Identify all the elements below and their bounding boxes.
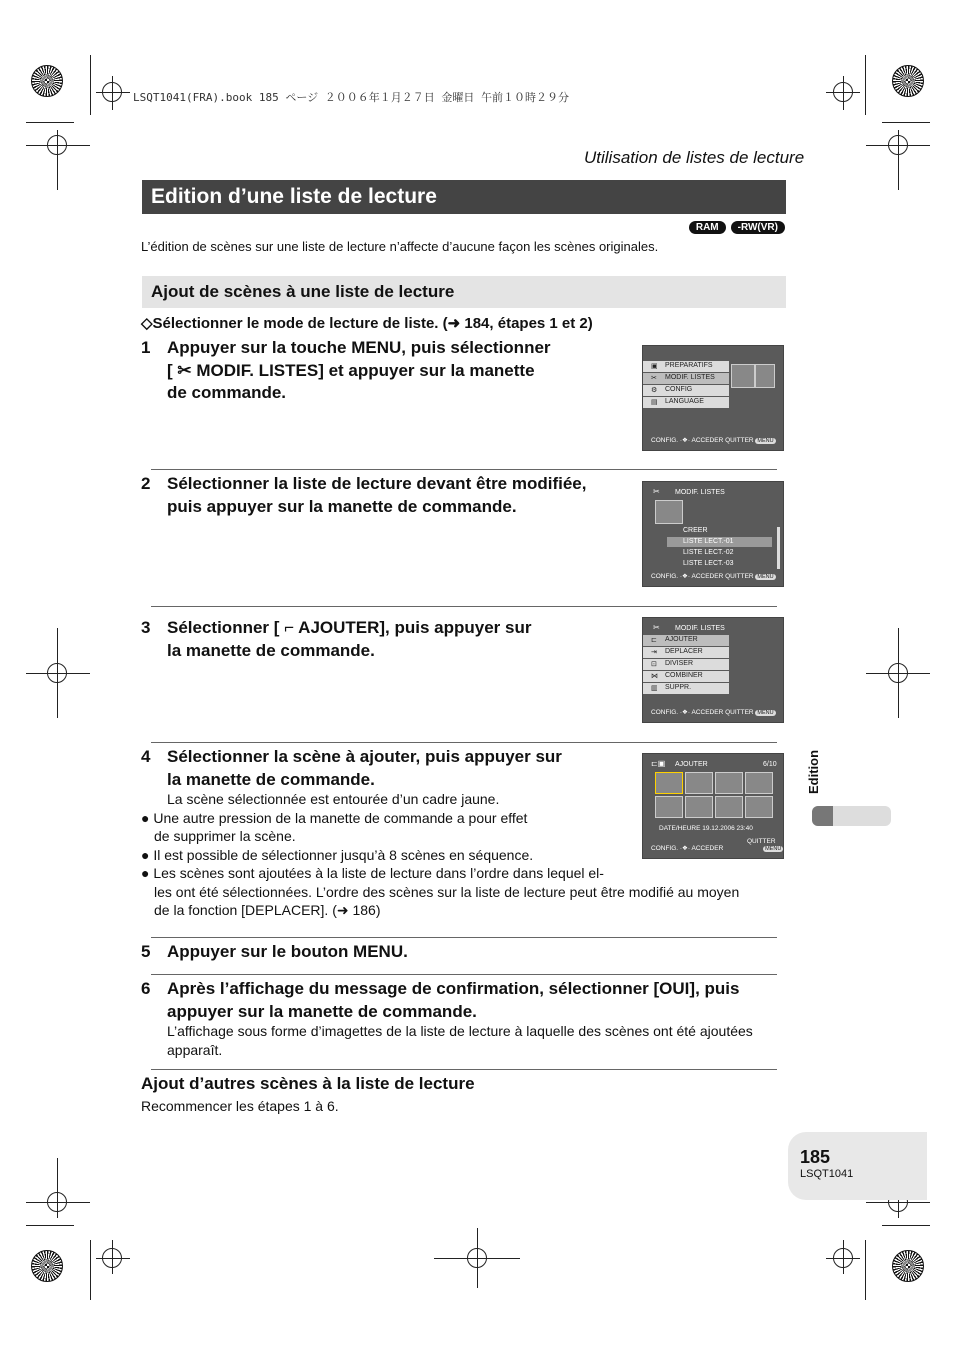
subheading-bar [142, 276, 786, 308]
registration-circle [102, 82, 122, 102]
crop-line [90, 55, 91, 115]
divider [151, 469, 777, 470]
list-item: CREER [683, 527, 708, 534]
play-icon: ▣ [651, 363, 658, 370]
add-icon: ⊏ [651, 637, 657, 644]
divider [151, 937, 777, 938]
screen-title: MODIF. LISTES [675, 625, 725, 632]
bullet-line: de supprimer la scène. [154, 828, 296, 844]
step-line: Après l’affichage du message de confirmation, sélectionner [OUI], puis [167, 979, 740, 998]
step-2 [141, 473, 631, 523]
note-line: L’affichage sous forme d’imagettes de la liste de lecture à laquelle des scènes ont été ajoutées [167, 1023, 753, 1039]
scene-thumbnail [655, 772, 683, 794]
list-item: LISTE LECT.-02 [683, 549, 734, 556]
registration-circle [833, 1248, 853, 1268]
prestep: ◇Sélectionner le mode de lecture de liste. (➜ 184, étapes 1 et 2) [141, 315, 593, 332]
scene-thumbnail [745, 796, 773, 818]
scene-counter: 6/10 [763, 761, 777, 768]
menu-row: ▤ LANGUAGE [643, 397, 729, 408]
screen-footer: CONFIG. ·❖· ACCEDER QUITTER MENU [651, 437, 774, 444]
step-line: appuyer sur la manette de commande. [167, 1001, 477, 1021]
crop-line [26, 1225, 74, 1226]
page-title: Edition d’une liste de lecture [151, 185, 437, 208]
combine-icon: ⋈ [651, 673, 658, 680]
bullet-line: ● Une autre pression de la manette de commande a pour effet [141, 809, 528, 826]
add-icon: ⊏▣ [651, 759, 666, 768]
screen-footer: CONFIG. ·❖· ACCEDER QUITTER MENU [651, 573, 774, 580]
step-line: la manette de commande. [167, 769, 375, 789]
crop-line [865, 1240, 866, 1300]
note-line: apparaît. [167, 1041, 223, 1058]
subheading: Ajout de scènes à une liste de lecture [151, 282, 455, 301]
divider [151, 742, 777, 743]
registration-circle [888, 135, 908, 155]
crop-line [882, 1225, 930, 1226]
scissors-icon: ✂ [653, 487, 660, 496]
bullet-line: de la fonction [DEPLACER]. (➜ 186) [154, 902, 381, 918]
step-4 [141, 746, 621, 796]
media-badges [689, 221, 785, 234]
trash-icon: ▥ [651, 685, 658, 692]
screen-title: AJOUTER [675, 761, 708, 768]
step-number: 6 [141, 979, 151, 998]
step-6-notes [167, 1022, 787, 1062]
badge-rw-vr: -RW(VR) [731, 221, 785, 234]
crop-line [26, 122, 74, 123]
scene-thumbnail [755, 364, 775, 388]
step-line: [ ✂ MODIF. LISTES] et appuyer sur la manette [167, 360, 535, 380]
bullet-line: ● Il est possible de sélectionner jusqu’à 8 scènes en séquence. [141, 846, 534, 863]
step-line: Appuyer sur le bouton MENU. [167, 942, 408, 961]
menu-row: ⋈ COMBINER [643, 671, 729, 682]
list-item: LISTE LECT.-03 [683, 560, 734, 567]
running-head: Utilisation de listes de lecture [584, 148, 805, 167]
badge-ram: RAM [689, 221, 726, 234]
bullet-line: les ont été sélectionnées. L’ordre des scènes sur la liste de lecture peut être modifié au moyen [154, 883, 740, 900]
step-number: 3 [141, 618, 151, 637]
crop-line [865, 55, 866, 115]
step-6 [141, 978, 801, 1028]
screen-footer: CONFIG. ·❖· ACCEDER QUITTER MENU [651, 709, 774, 716]
step-line: Sélectionner la liste de lecture devant être modifiée, [167, 474, 587, 493]
step-line: Sélectionner [ ⌐ AJOUTER], puis appuyer sur [167, 618, 532, 637]
registration-circle [102, 1248, 122, 1268]
registration-wheel-top-right [892, 65, 924, 97]
note-line: La scène sélectionnée est entourée d’un cadre jaune. [167, 791, 500, 807]
registration-circle [47, 135, 67, 155]
scene-thumbnail [715, 796, 743, 818]
screen-edit-menu [642, 617, 784, 723]
divider [151, 1069, 777, 1070]
step-line: Appuyer sur la touche MENU, puis sélectionner [167, 338, 551, 357]
scene-thumbnail [715, 772, 743, 794]
registration-circle [467, 1248, 487, 1268]
menu-row: ⊏ AJOUTER [643, 635, 729, 646]
registration-circle [47, 663, 67, 683]
registration-wheel-bottom-right [892, 1250, 924, 1282]
scene-thumbnail [685, 772, 713, 794]
step-number: 5 [141, 942, 151, 961]
step-line: de commande. [167, 383, 287, 402]
scissors-icon: ✂ [653, 623, 660, 632]
step-1 [141, 337, 621, 407]
other-text: Recommencer les étapes 1 à 6. [141, 1098, 339, 1114]
screen-title: MODIF. LISTES [675, 489, 725, 496]
registration-wheel-bottom-left [31, 1250, 63, 1282]
section-title-bar [142, 180, 786, 214]
step-number: 4 [141, 747, 151, 766]
side-tab-marker [812, 806, 833, 826]
language-icon: ▤ [651, 399, 658, 406]
scene-thumbnail [655, 796, 683, 818]
page-code: LSQT1041 [800, 1168, 854, 1180]
step-line: puis appuyer sur la manette de commande. [167, 496, 517, 516]
menu-row: ▣ PREPARATIFS [643, 361, 729, 372]
divider [151, 974, 777, 975]
scene-thumbnail [731, 364, 755, 388]
list-item: LISTE LECT.-01 [683, 538, 734, 545]
registration-circle [888, 663, 908, 683]
menu-row: ⇥ DEPLACER [643, 647, 729, 658]
scissors-icon: ✂ [651, 375, 657, 382]
file-header: LSQT1041(FRA).book 185 ページ ２００６年１月２７日 金曜日 午前１０時２９分 [133, 91, 569, 104]
scene-thumbnail [655, 500, 683, 524]
registration-circle [833, 82, 853, 102]
page-number: 185 [800, 1147, 831, 1167]
side-tab-label: Edition [806, 749, 821, 794]
crop-line [882, 122, 930, 123]
step-number: 2 [141, 474, 151, 493]
divide-icon: ⊡ [651, 661, 657, 668]
screen-playlist-select [642, 481, 784, 587]
menu-row: ⚙ CONFIG [643, 385, 729, 396]
registration-circle [47, 1192, 67, 1212]
scene-thumbnail [745, 772, 773, 794]
intro-text: L’édition de scènes sur une liste de lecture n’affecte d’aucune façon les scènes originales. [141, 239, 659, 254]
divider [151, 606, 777, 607]
registration-wheel-top-left [31, 65, 63, 97]
menu-row: ⊡ DIVISER [643, 659, 729, 670]
step-line: la manette de commande. [167, 640, 375, 660]
settings-icon: ⚙ [651, 387, 658, 394]
screen-add-scenes [642, 753, 784, 859]
menu-row: ▥ SUPPR. [643, 683, 729, 694]
screen-menu-main [642, 345, 784, 451]
step-3 [141, 617, 611, 667]
scrollbar [777, 527, 780, 569]
date-time: DATE/HEURE 19.12.2006 23:40 [659, 825, 753, 832]
scene-thumbnail [685, 796, 713, 818]
menu-row: ✂ MODIF. LISTES [643, 373, 729, 384]
step-line: Sélectionner la scène à ajouter, puis appuyer sur [167, 747, 562, 766]
move-icon: ⇥ [651, 649, 657, 656]
step-5 [141, 941, 621, 965]
bullet-line: ● Les scènes sont ajoutées à la liste de lecture dans l’ordre dans lequel el- [141, 865, 604, 881]
quit-label: QUITTER [747, 838, 776, 845]
crop-line [90, 1240, 91, 1300]
step-number: 1 [141, 338, 151, 357]
screen-footer: CONFIG. ·❖· ACCEDER MENU [651, 845, 782, 852]
other-heading: Ajout d’autres scènes à la liste de lecture [141, 1074, 475, 1093]
